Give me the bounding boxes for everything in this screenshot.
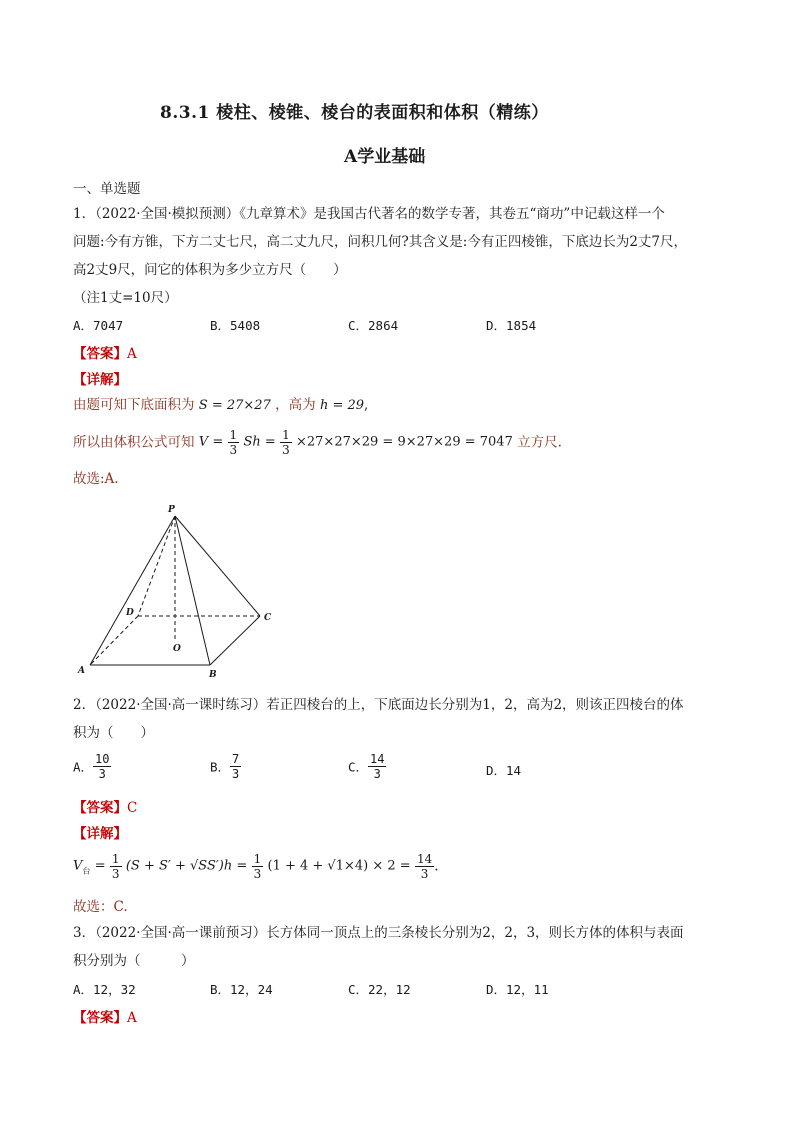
q1-note: （注1丈=10尺） bbox=[73, 290, 178, 306]
sol-formula: (S + S′ + √SS′)h = bbox=[125, 858, 248, 874]
answer-tag: 【答案】 bbox=[73, 346, 127, 362]
q3-answer bbox=[73, 1006, 137, 1026]
edge-bc bbox=[210, 616, 260, 665]
label-b: B bbox=[209, 670, 217, 680]
sol2-sh: Sh = bbox=[243, 434, 276, 450]
sol-fraction-2: $\frac{1}{3}$ bbox=[253, 852, 262, 881]
q1-detail-tag: 【详解】 bbox=[73, 372, 127, 388]
sol1-text-b: ，高为 bbox=[275, 397, 316, 413]
sol-eq: = bbox=[94, 858, 106, 874]
edge-pa bbox=[90, 516, 175, 665]
q2-answer bbox=[73, 796, 137, 816]
q1-option-c: C．2864 bbox=[348, 318, 399, 333]
sol2-v: V = bbox=[198, 434, 224, 450]
q2-option-b-fraction: $\frac{7}{3}$ bbox=[232, 752, 240, 781]
sol1-comma: , bbox=[364, 397, 369, 413]
label-o: O bbox=[173, 644, 181, 654]
label-p: P bbox=[168, 505, 175, 515]
q2-option-a: A． $\frac{10}{3}$ bbox=[73, 752, 110, 781]
q2-option-c-fraction: $\frac{14}{3}$ bbox=[370, 752, 385, 781]
q3-option-d: D．12，11 bbox=[486, 982, 549, 997]
q3-option-b: B．12，24 bbox=[210, 982, 273, 997]
answer-value: C bbox=[127, 800, 138, 816]
q3-line1: 3．（2022·全国·高一课前预习）长方体同一顶点上的三条棱长分别为2，2，3，则长方体的体积与表面 bbox=[73, 925, 684, 941]
answer-tag: 【答案】 bbox=[73, 800, 127, 816]
q1-option-a: A．7047 bbox=[73, 318, 124, 333]
answer-value: A bbox=[127, 1010, 137, 1026]
part-heading: 一、单选题 bbox=[73, 181, 141, 197]
edge-pc bbox=[175, 516, 260, 616]
label-a: A bbox=[78, 666, 85, 676]
q2-option-b: B． $\frac{7}{3}$ bbox=[210, 752, 240, 781]
q2-option-d: D．14 bbox=[486, 763, 522, 778]
answer-tag: 【答案】 bbox=[73, 1010, 127, 1026]
q3-line2: 积分别为（ ） bbox=[73, 953, 195, 969]
q1-solution-line1 bbox=[73, 396, 368, 415]
sol1-area: S = 27×27 bbox=[198, 398, 271, 413]
q1-option-d: D．1854 bbox=[486, 318, 537, 333]
sol1-height: h = 29 bbox=[319, 398, 365, 413]
sol2-fraction-1: $\frac{1}{3}$ bbox=[229, 428, 238, 457]
q2-line1: 2．（2022·全国·高一课时练习）若正四棱台的上，下底面边长分别为1，2，高为2，则该正四棱台的体 bbox=[73, 697, 684, 713]
answer-value: A bbox=[127, 346, 137, 362]
q3-option-a: A．12，32 bbox=[73, 982, 136, 997]
label-c: C bbox=[264, 613, 272, 623]
sol-v: V bbox=[73, 858, 83, 874]
label-d: D bbox=[126, 608, 134, 618]
sol-period: . bbox=[434, 858, 439, 875]
sol-fraction-3: $\frac{14}{3}$ bbox=[416, 852, 433, 881]
q2-option-a-fraction: $\frac{10}{3}$ bbox=[95, 752, 110, 781]
q2-option-c: C． $\frac{14}{3}$ bbox=[348, 752, 385, 781]
pyramid-figure bbox=[70, 500, 290, 685]
sol-fraction-1: $\frac{1}{3}$ bbox=[111, 852, 120, 881]
q1-option-b: B．5408 bbox=[210, 318, 261, 333]
section-heading: A学业基础 bbox=[344, 147, 426, 167]
sol2-fraction-2: $\frac{1}{3}$ bbox=[282, 428, 290, 457]
sol-v-sub: 台 bbox=[82, 866, 91, 876]
q1-line1: 1．（2022·全国·模拟预测）《九章算术》是我国古代著名的数学专著，其卷五“商功”中记载这样一个 bbox=[73, 206, 665, 222]
q2-detail-tag: 【详解】 bbox=[73, 826, 127, 842]
sol1-text-a: 由题可知下底面积为 bbox=[73, 397, 195, 413]
sol2-product: ×27×27×29 = 9×27×29 = 7047 bbox=[296, 434, 513, 450]
sol-substitution: (1 + 4 + √1×4) × 2 = bbox=[267, 858, 411, 874]
sol2-unit: 立方尺. bbox=[517, 434, 562, 451]
q2-solution bbox=[73, 852, 439, 881]
q1-solution-line2 bbox=[73, 428, 562, 457]
edge-pd-hidden bbox=[138, 516, 175, 616]
q3-option-c: C．22，12 bbox=[348, 982, 411, 997]
q2-line2: 积为（ ） bbox=[73, 725, 154, 741]
edge-pb bbox=[175, 516, 210, 665]
q1-line3: 高2丈9尺，问它的体积为多少立方尺（ ） bbox=[73, 262, 347, 278]
sol2-text-a: 所以由体积公式可知 bbox=[73, 434, 195, 451]
q2-conclusion: 故选：C. bbox=[73, 899, 128, 915]
q1-line2: 问题:今有方锥，下方二丈七尺，高二丈九尺，问积几何?其含义是:今有正四棱锥，下底边长为2丈7尺， bbox=[73, 234, 688, 250]
q1-conclusion: 故选:A. bbox=[73, 471, 119, 487]
q1-answer bbox=[73, 342, 137, 362]
page-title: 8.3.1 棱柱、棱锥、棱台的表面积和体积（精练） bbox=[160, 103, 549, 123]
